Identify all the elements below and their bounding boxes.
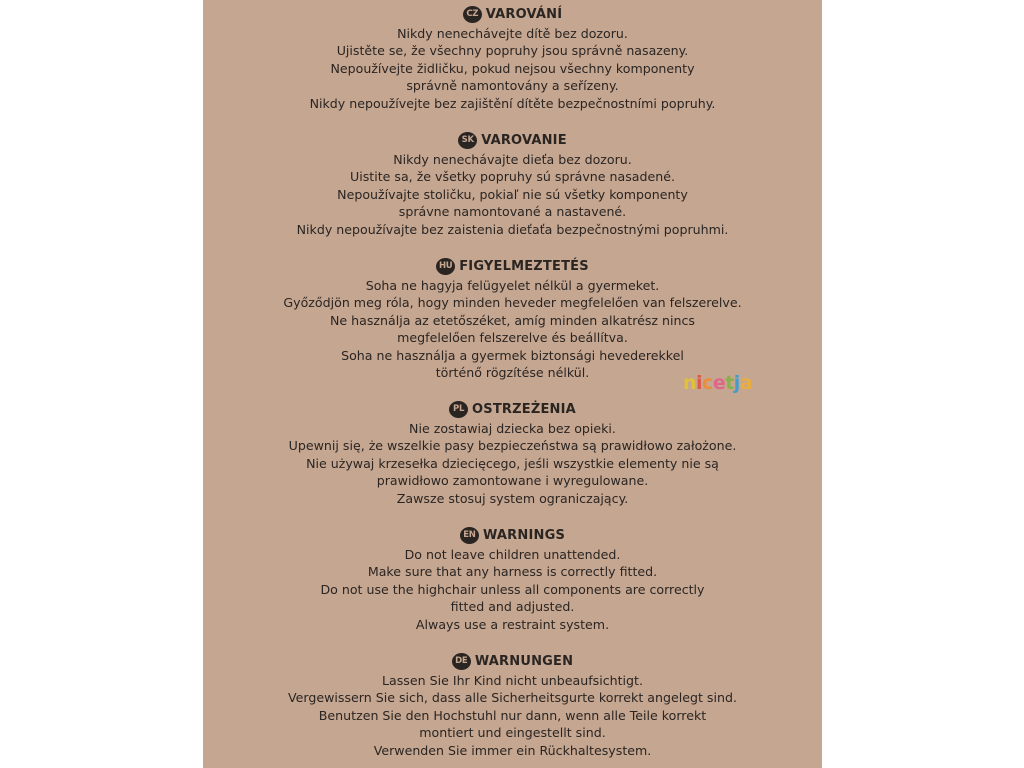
section-heading: [203, 652, 822, 670]
warning-line: správně namontovány a seřízeny.: [406, 78, 619, 94]
warning-section-en: [203, 526, 822, 633]
warning-line: Soha ne használja a gyermek biztonsági hevederekkel: [341, 347, 684, 363]
warning-line: Lassen Sie Ihr Kind nicht unbeaufsichtigt.: [382, 673, 643, 688]
warning-line: Nepoužívejte židličku, pokud nejsou všechny komponenty: [330, 60, 695, 76]
warning-line: Vergewissern Sie sich, dass alle Sicherheitsgurte korrekt angelegt sind.: [288, 690, 737, 706]
watermark-letter: n: [683, 372, 697, 394]
warning-line: Nikdy nepoužívajte bez zaistenia dieťaťa bezpečnostnými popruhmi.: [296, 221, 729, 237]
watermark-letter: a: [739, 372, 753, 394]
watermark-letter: c: [702, 372, 713, 394]
warning-line: Nikdy nepoužívejte bez zajištění dítěte bezpečnostními popruhy.: [309, 95, 716, 111]
warning-line: Nie zostawiaj dziecka bez opieki.: [409, 421, 616, 436]
warning-section-hu: [203, 257, 822, 381]
warning-line: Upewnij się, że wszelkie pasy bezpieczeństwa są prawidłowo założone.: [288, 438, 737, 454]
warning-line: Nepoužívajte stoličku, pokiaľ nie sú všetky komponenty: [337, 186, 688, 202]
warning-line: Nie używaj krzesełka dziecięcego, jeśli wszystkie elementy nie są: [306, 455, 719, 471]
warning-section-cz: [203, 5, 822, 112]
warning-line: Nikdy nenechávajte dieťa bez dozoru.: [393, 152, 632, 167]
watermark-letter: i: [696, 372, 703, 394]
language-badge-icon: PL: [449, 401, 468, 418]
warning-line: Do not use the highchair unless all components are correctly: [320, 581, 705, 597]
store-watermark-logo: [683, 372, 752, 394]
warning-line: Benutzen Sie den Hochstuhl nur dann, wenn alle Teile korrekt: [318, 707, 707, 723]
warning-line: Always use a restraint system.: [415, 616, 610, 632]
watermark-letter: e: [712, 372, 726, 394]
section-heading: [203, 257, 822, 275]
language-badge-icon: SK: [458, 132, 477, 149]
section-title: WARNINGS: [482, 527, 566, 543]
language-badge-icon: CZ: [463, 6, 482, 23]
section-title: VAROVÁNÍ: [485, 6, 563, 22]
language-badge-icon: HU: [436, 258, 455, 275]
warning-section-de: [203, 652, 822, 759]
warning-line: Soha ne hagyja felügyelet nélkül a gyermeket.: [365, 278, 660, 293]
warning-line: správne namontované a nastavené.: [398, 204, 627, 220]
watermark-letter: j: [733, 372, 740, 394]
warning-panel: [203, 0, 822, 768]
warning-line: Verwenden Sie immer ein Rückhaltesystem.: [373, 742, 652, 758]
warning-line: Make sure that any harness is correctly fitted.: [367, 564, 658, 580]
watermark-letter: t: [725, 372, 734, 394]
warning-line: történő rögzítése nélkül.: [435, 365, 590, 381]
section-title: OSTRZEŻENIA: [472, 401, 576, 417]
warning-line: Ne használja az etetőszéket, amíg minden alkatrész nincs: [330, 312, 695, 328]
warning-line: Do not leave children unattended.: [404, 547, 621, 562]
section-heading: [203, 131, 822, 149]
warning-line: Ujistěte se, že všechny popruhy jsou správně nasazeny.: [336, 43, 689, 59]
warning-line: Nikdy nenechávejte dítě bez dozoru.: [397, 26, 628, 41]
section-heading: [203, 400, 822, 418]
section-title: WARNUNGEN: [474, 653, 574, 669]
warning-line: Uistite sa, že všetky popruhy sú správne nasadené.: [350, 169, 675, 185]
language-badge-icon: DE: [452, 653, 471, 670]
warning-section-sk: [203, 131, 822, 238]
warning-line: Győződjön meg róla, hogy minden heveder megfelelően van felszerelve.: [283, 295, 742, 311]
warning-line: megfelelően felszerelve és beállítva.: [397, 330, 628, 346]
warning-line: Zawsze stosuj system ograniczający.: [396, 490, 629, 506]
language-badge-icon: EN: [460, 527, 479, 544]
warning-line: prawidłowo zamontowane i wyregulowane.: [376, 473, 649, 489]
section-title: VAROVANIE: [481, 132, 567, 148]
section-heading: [203, 5, 822, 23]
warning-line: montiert und eingestellt sind.: [419, 725, 606, 741]
section-title: FIGYELMEZTETÉS: [459, 258, 589, 274]
warning-section-pl: [203, 400, 822, 507]
section-heading: [203, 526, 822, 544]
warning-line: fitted and adjusted.: [450, 599, 575, 615]
